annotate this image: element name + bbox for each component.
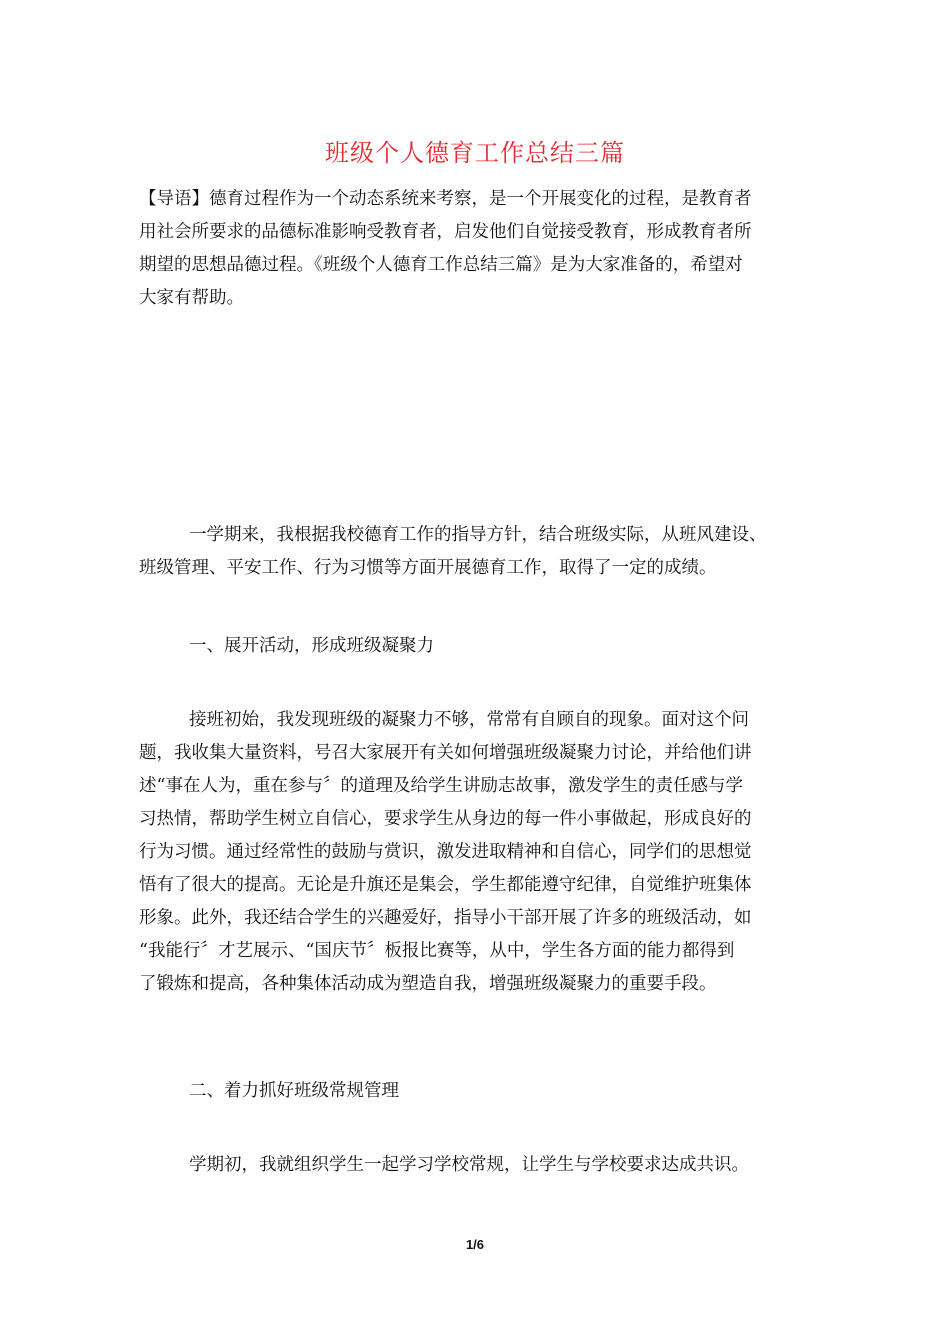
intro-line: 【导语】德育过程作为一个动态系统来考察，是一个开展变化的过程，是教育者 (139, 189, 752, 209)
paragraph-overview (139, 519, 829, 585)
paragraph-line: 形象。此外，我还结合学生的兴趣爱好，指导小干部开展了许多的班级活动，如 (139, 908, 752, 928)
intro-line: 期望的思想品德过程。《班级个人德育工作总结三篇》是为大家准备的，希望对 (139, 255, 743, 275)
paragraph-line: 题，我收集大量资料，号召大家展开有关如何增强班级凝聚力讨论，并给他们讲 (139, 743, 752, 763)
paragraph-line: 述“事在人为，重在参与〞的道理及给学生讲励志故事，激发学生的责任感与学 (139, 776, 743, 796)
document-title: 班级个人德育工作总结三篇 (325, 139, 625, 167)
paragraph-line: “我能行〞才艺展示、“国庆节〞板报比赛等，从中，学生各方面的能力都得到 (139, 941, 735, 961)
paragraph-activities (139, 704, 829, 1001)
intro-line: 大家有帮助。 (139, 288, 244, 308)
paragraph-routine (139, 1149, 829, 1182)
paragraph-line: 行为习惯。通过经常性的鼓励与赏识，激发进取精神和自信心，同学们的思想觉 (139, 842, 752, 862)
paragraph-line: 习热情，帮助学生树立自信心，要求学生从身边的每一件小事做起，形成良好的 (139, 809, 752, 829)
paragraph-line: 学期初，我就组织学生一起学习学校常规，让学生与学校要求达成共识。 (189, 1155, 749, 1175)
page-number: 1/6 (465, 1237, 485, 1252)
paragraph-line: 一学期来，我根据我校德育工作的指导方针，结合班级实际，从班风建设、 (189, 525, 767, 545)
paragraph-line: 了锻炼和提高，各种集体活动成为塑造自我，增强班级凝聚力的重要手段。 (139, 974, 717, 994)
paragraph-line: 班级管理、平安工作、行为习惯等方面开展德育工作，取得了一定的成绩。 (139, 558, 717, 578)
section-heading-1: 一、展开活动，形成班级凝聚力 (189, 636, 434, 656)
intro-line: 用社会所要求的品德标准影响受教育者，启发他们自觉接受教育，形成教育者所 (139, 222, 752, 242)
paragraph-line: 悟有了很大的提高。无论是升旗还是集会，学生都能遵守纪律，自觉维护班集体 (139, 875, 752, 895)
paragraph-line: 接班初始，我发现班级的凝聚力不够，常常有自顾自的现象。面对这个问 (189, 710, 749, 730)
intro-paragraph (139, 183, 829, 315)
section-heading-2: 二、着力抓好班级常规管理 (189, 1081, 399, 1101)
